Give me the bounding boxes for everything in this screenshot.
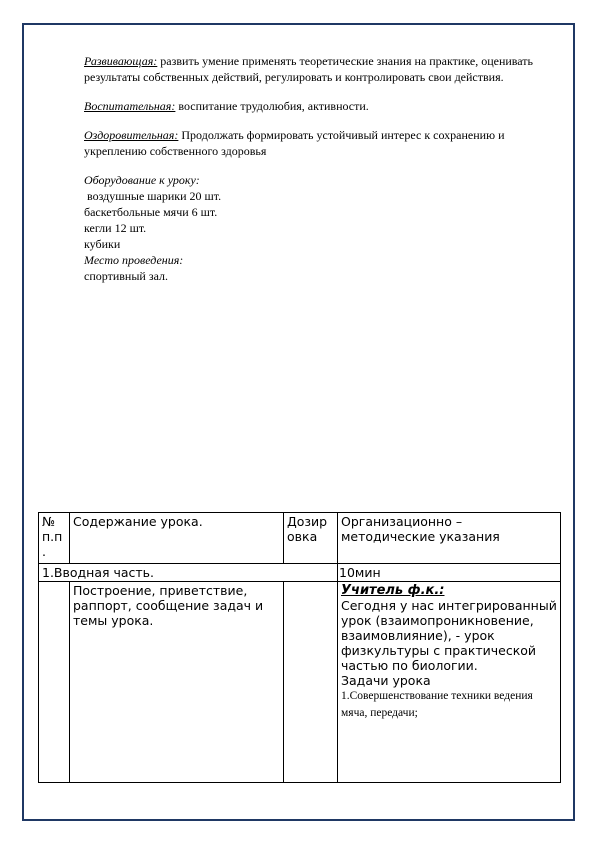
guidance-text: Сегодня у нас интегрированный урок (взаимопроникновение, взаимовлияние), - урок физкультуры с практической частью по биологии. — [341, 598, 557, 673]
lesson-table — [38, 512, 561, 783]
equipment-item: воздушные шарики 20 шт. — [87, 189, 222, 203]
health-objective — [84, 127, 554, 159]
place-label: Место проведения: — [84, 253, 184, 267]
developing-label: Развивающая: — [84, 54, 158, 68]
equipment-item: кубики — [84, 237, 121, 251]
section-label-cell — [39, 564, 381, 582]
section-label: 1.Вводная часть. — [42, 565, 155, 580]
row-dose-cell — [284, 582, 338, 783]
task-item: 1.Совершенствование техники ведения мяча, передачи; — [341, 690, 533, 719]
row-guidance-cell — [338, 582, 561, 783]
developing-objective — [84, 53, 554, 85]
section-dose: 10мин — [339, 565, 381, 580]
header-guidance: Организационно – методические указания — [338, 513, 561, 564]
place-value: спортивный зал. — [84, 269, 168, 283]
health-label: Оздоровительная: — [84, 128, 179, 142]
header-dose: Дозировка — [284, 513, 338, 564]
health-text: Продолжать формировать устойчивый интерес к сохранению и укреплению собственного здоровья — [84, 128, 505, 158]
educational-objective — [84, 98, 554, 114]
equipment-block — [84, 172, 554, 284]
equipment-item: кегли 12 шт. — [84, 221, 147, 235]
table-header-row — [39, 513, 561, 564]
header-num: № п.п . — [39, 513, 70, 564]
lesson-objectives — [84, 53, 554, 284]
equipment-label: Оборудование к уроку: — [84, 173, 200, 187]
tasks-label: Задачи урока — [341, 673, 431, 688]
table-row — [39, 582, 561, 783]
educational-label: Воспитательная: — [84, 99, 176, 113]
header-content: Содержание урока. — [70, 513, 284, 564]
teacher-label: Учитель ф.к.: — [341, 583, 445, 598]
equipment-item: баскетбольные мячи 6 шт. — [84, 205, 218, 219]
row-num-cell — [39, 582, 70, 783]
section-row — [39, 564, 561, 582]
developing-text: развить умение применять теоретические знания на практике, оценивать результаты собственных действий, регулировать и контролировать свои действия. — [84, 54, 534, 84]
row-content: Построение, приветствие, раппорт, сообщение задач и темы урока. — [70, 582, 284, 783]
educational-text: воспитание трудолюбия, активности. — [175, 99, 369, 113]
